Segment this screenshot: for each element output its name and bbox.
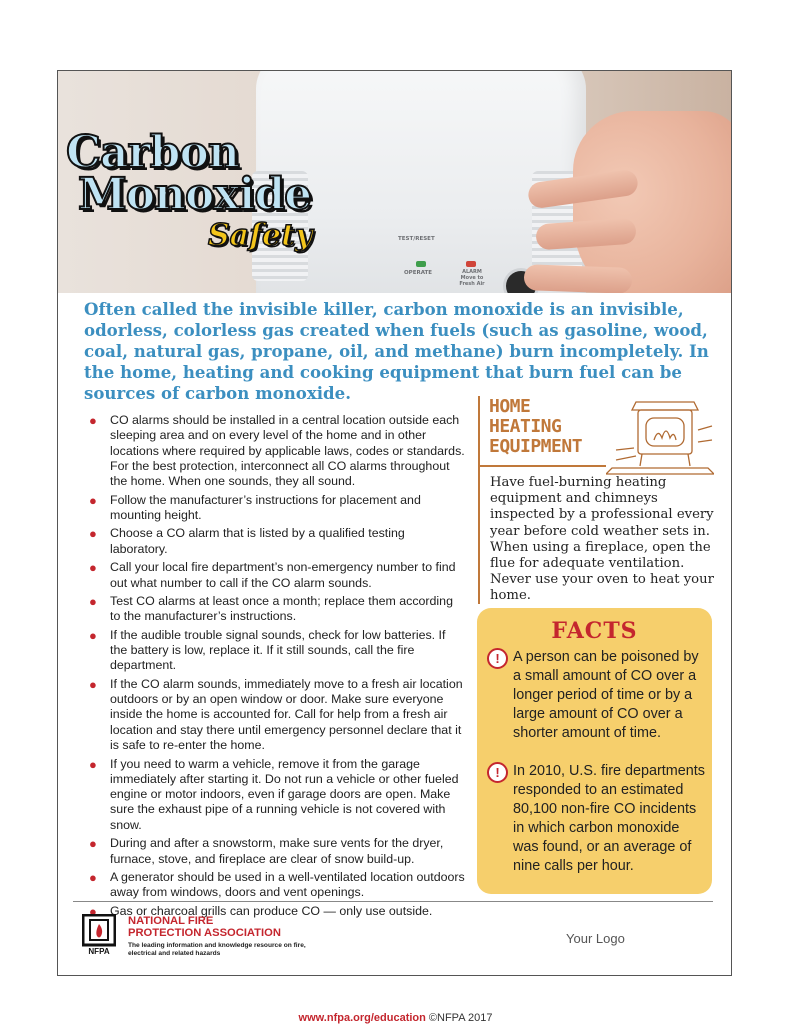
bullet-icon: ● (89, 870, 97, 885)
bullet-icon: ● (89, 756, 97, 772)
list-item (80, 526, 465, 557)
facts-box (477, 608, 712, 894)
list-item-text: If the CO alarm sounds, immediately move to a fresh air location outdoors or by an open window or door. Make sure everyone inside the home is accounted for. Call for help from a fresh air location and stay there until emergency personnel declare that it is safe to re-enter the home. (110, 676, 463, 753)
bullet-icon: ● (89, 526, 97, 542)
list-item-text: A generator should be used in a well-ventilated location outdoors away from windows, doors and vent openings. (110, 870, 465, 900)
list-item (80, 836, 465, 867)
title-monoxide: Monoxide (78, 169, 312, 220)
sidebar-divider (478, 396, 480, 604)
home-heating-text: Have fuel-burning heating equipment and chimneys inspected by a professional every year before cold weather sets in. When using a fireplace, open the flue for adequate ventilation. Never use your oven to heat your home. (490, 475, 714, 604)
fact-item (487, 762, 707, 876)
bullet-icon: ● (89, 836, 97, 852)
alarm-led (466, 261, 476, 267)
heading-underline (478, 465, 606, 467)
finger-shape (524, 264, 633, 293)
device-operate-label: OPERATE (404, 270, 433, 276)
nfpa-logo-icon (82, 914, 116, 956)
list-item (80, 677, 465, 753)
list-item (80, 493, 465, 524)
bullet-icon: ● (89, 627, 97, 643)
list-item (80, 413, 465, 489)
org-name-line: NATIONAL FIRE (128, 915, 214, 927)
list-item (80, 560, 465, 591)
list-item-text: Choose a CO alarm that is listed by a qualified testing laboratory. (110, 526, 405, 556)
bullet-icon: ● (89, 903, 97, 919)
list-item (80, 757, 465, 833)
list-item (80, 594, 465, 625)
nfpa-education-link[interactable]: www.nfpa.org/education (298, 1012, 426, 1024)
org-name (128, 915, 328, 939)
list-item-text: CO alarms should be installed in a central location outside each sleeping area and on every level of the home and in other locations where required by applicable laws, codes or standards. For the best protection, interconnect all CO alarms throughout the home. When one sounds, they all sound. (110, 413, 465, 489)
fact-item (487, 648, 707, 743)
list-item (80, 870, 465, 901)
list-item-text: During and after a snowstorm, make sure vents for the dryer, furnace, stove, and fireplace are clear of snow build-up. (110, 836, 444, 866)
org-tagline: The leading information and knowledge resource on fire, electrical and related hazards (128, 942, 306, 957)
operate-led (416, 261, 426, 267)
list-item-text: Call your local fire department’s non-emergency number to find out what number to call if the CO alarm sounds. (110, 560, 456, 590)
bullet-icon: ● (89, 492, 97, 508)
list-item-text: If the audible trouble signal sounds, check for low batteries. If the battery is low, replace it. If it still sounds, call the fire department. (110, 627, 446, 673)
intro-paragraph: Often called the invisible killer, carbon monoxide is an invisible, odorless, colorless gas created when fuels (such as gasoline, wood, coal, natural gas, propane, oil, and methane) burn incompletely. In the home, heating and cooking equipment that burn fuel can be sources of carbon monoxide. (84, 299, 709, 403)
bullet-icon: ● (89, 594, 97, 610)
list-item (80, 628, 465, 674)
footer-divider (73, 901, 713, 902)
title-carbon: Carbon (66, 127, 239, 178)
list-item-text: Test CO alarms at least once a month; replace them according to the manufacturer’s instructions. (110, 594, 453, 624)
fact-text: In 2010, U.S. fire departments responded to an estimated 80,100 non-fire CO incidents in which carbon monoxide was found, or an average of nine calls per hour. (513, 763, 705, 874)
org-name-line: PROTECTION ASSOCIATION (128, 927, 281, 939)
list-item-text: Gas or charcoal grills can produce CO — only use outside. (110, 903, 433, 918)
exclamation-circle-icon: ! (487, 762, 508, 783)
list-item-text: If you need to warm a vehicle, remove it from the garage immediately after starting it. Do not run a vehicle or other fueled engine or motor indoors, even if garage doors are open. Make sure the exhaust pipe of a running vehicle is not covered with snow. (110, 756, 459, 832)
heading-line: EQUIPMENT (489, 436, 583, 457)
device-test-label: TEST/RESET (398, 236, 435, 242)
list-item-text: Follow the manufacturer’s instructions for placement and mounting height. (110, 492, 421, 522)
device-alarm-label: ALARM Move to Fresh Air (459, 269, 485, 287)
safety-tips-list (80, 413, 465, 922)
bullet-icon: ● (89, 676, 97, 692)
nfpa-logo-text: NFPA (88, 947, 110, 956)
fact-text: A person can be poisoned by a small amount of CO over a longer period of time or by a large amount of CO over a shorter amount of time. (513, 649, 699, 741)
exclamation-circle-icon: ! (487, 648, 508, 669)
heading-line: HEATING (489, 416, 562, 437)
copyright-text: ©NFPA 2017 (425, 1012, 493, 1024)
your-logo-placeholder: Your Logo (566, 931, 625, 946)
heading-line: HOME (489, 396, 531, 417)
facts-title: FACTS (551, 618, 638, 644)
bullet-icon: ● (89, 413, 97, 428)
title-safety: Safety (208, 218, 313, 253)
bullet-icon: ● (89, 560, 97, 576)
home-heating-heading (489, 397, 582, 457)
hero-image (58, 71, 731, 293)
footer-url-line (0, 1012, 791, 1024)
wood-stove-icon (606, 390, 714, 476)
